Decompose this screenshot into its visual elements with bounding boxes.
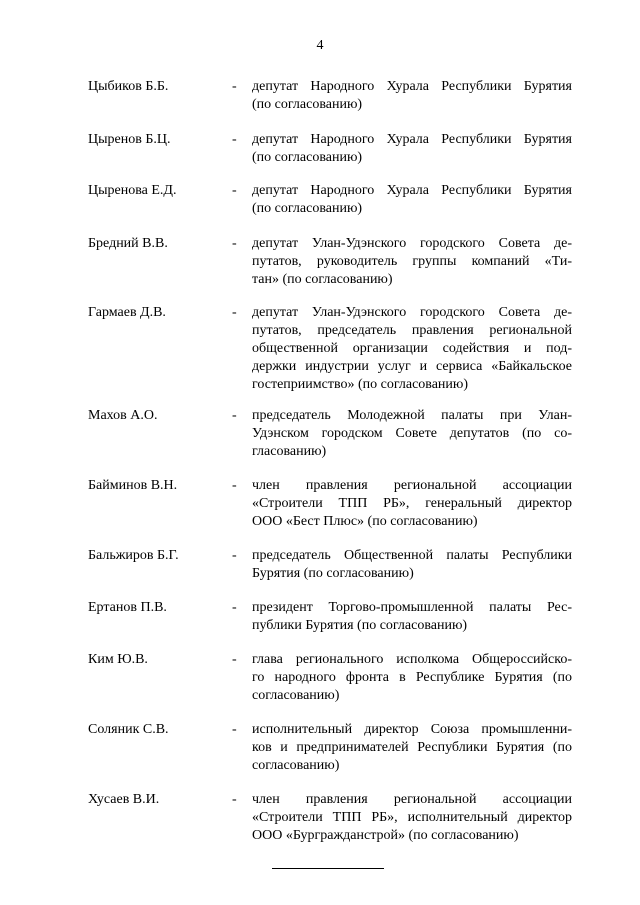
member-description: [252, 131, 572, 167]
dash-separator: -: [232, 236, 237, 251]
description-line: го народного фронта в Республике Бурятия (по: [252, 670, 572, 685]
member-description: [252, 407, 572, 461]
description-line: Удэнском городском Совете депутатов (по со-: [252, 426, 572, 441]
dash-separator: -: [232, 183, 237, 198]
description-line: ков и предпринимателей Республики Бурятия (по: [252, 740, 572, 755]
description-line: ООО «Бест Плюс» (по согласованию): [252, 514, 478, 529]
description-line: публики Бурятия (по согласованию): [252, 618, 468, 633]
description-line: (по согласованию): [252, 150, 363, 165]
member-description: [252, 791, 572, 845]
member-name: Бредний В.В.: [88, 236, 168, 251]
description-line: депутат Улан-Удэнского городского Совета де-: [252, 236, 572, 251]
description-line: общественной организации содействия и под-: [252, 341, 572, 356]
member-description: [252, 477, 572, 531]
member-name: Цыренов Б.Ц.: [88, 132, 171, 147]
member-name: Байминов В.Н.: [88, 478, 178, 493]
description-line: «Строители ТПП РБ», исполнительный директор: [252, 810, 572, 825]
description-line: депутат Улан-Удэнского городского Совета де-: [252, 305, 572, 320]
description-line: депутат Народного Хурала Республики Бурятия: [252, 79, 572, 94]
description-line: председатель Общественной палаты Республики: [252, 548, 572, 563]
member-name: Бальжиров Б.Г.: [88, 548, 179, 563]
dash-separator: -: [232, 600, 237, 615]
member-name: Гармаев Д.В.: [88, 305, 166, 320]
description-line: (по согласованию): [252, 97, 363, 112]
member-name: Цыбиков Б.Б.: [88, 79, 169, 94]
page-number: 4: [316, 38, 324, 53]
description-line: согласованию): [252, 688, 340, 703]
description-line: тан» (по согласованию): [252, 272, 393, 287]
description-line: член правления региональной ассоциации: [252, 478, 572, 493]
dash-separator: -: [232, 132, 237, 147]
description-line: депутат Народного Хурала Республики Бурятия: [252, 183, 572, 198]
member-name: Соляник С.В.: [88, 722, 169, 737]
description-line: «Строители ТПП РБ», генеральный директор: [252, 496, 572, 511]
description-line: (по согласованию): [252, 201, 363, 216]
member-name: Ким Ю.В.: [88, 652, 148, 667]
dash-separator: -: [232, 305, 237, 320]
description-line: держки индустрии услуг и сервиса «Байкальское: [252, 359, 572, 374]
member-description: [252, 182, 572, 218]
dash-separator: -: [232, 548, 237, 563]
member-description: [252, 304, 572, 394]
member-name: Ертанов П.В.: [88, 600, 167, 615]
member-description: [252, 599, 572, 635]
description-line: Бурятия (по согласованию): [252, 566, 414, 581]
description-line: путатов, председатель правления региональной: [252, 323, 572, 338]
description-line: член правления региональной ассоциации: [252, 792, 572, 807]
dash-separator: -: [232, 722, 237, 737]
description-line: путатов, руководитель группы компаний «Ти-: [252, 254, 572, 269]
member-name: Хусаев В.И.: [88, 792, 160, 807]
description-line: гласованию): [252, 444, 327, 459]
member-description: [252, 235, 572, 289]
description-line: согласованию): [252, 758, 340, 773]
description-line: глава регионального исполкома Общероссийско-: [252, 652, 572, 667]
dash-separator: -: [232, 408, 237, 423]
dash-separator: -: [232, 478, 237, 493]
member-description: [252, 651, 572, 705]
member-name: Цыренова Е.Д.: [88, 183, 177, 198]
dash-separator: -: [232, 652, 237, 667]
member-description: [252, 78, 572, 114]
description-line: ООО «Бургражданстрой» (по согласованию): [252, 828, 519, 843]
member-name: Махов А.О.: [88, 408, 158, 423]
dash-separator: -: [232, 792, 237, 807]
dash-separator: -: [232, 79, 237, 94]
description-line: президент Торгово-промышленной палаты Рес-: [252, 600, 572, 615]
member-description: [252, 547, 572, 583]
member-description: [252, 721, 572, 775]
description-line: председатель Молодежной палаты при Улан-: [252, 408, 572, 423]
description-line: гостеприимство» (по согласованию): [252, 377, 469, 392]
end-rule: [272, 868, 384, 869]
description-line: депутат Народного Хурала Республики Бурятия: [252, 132, 572, 147]
description-line: исполнительный директор Союза промышленни-: [252, 722, 572, 737]
